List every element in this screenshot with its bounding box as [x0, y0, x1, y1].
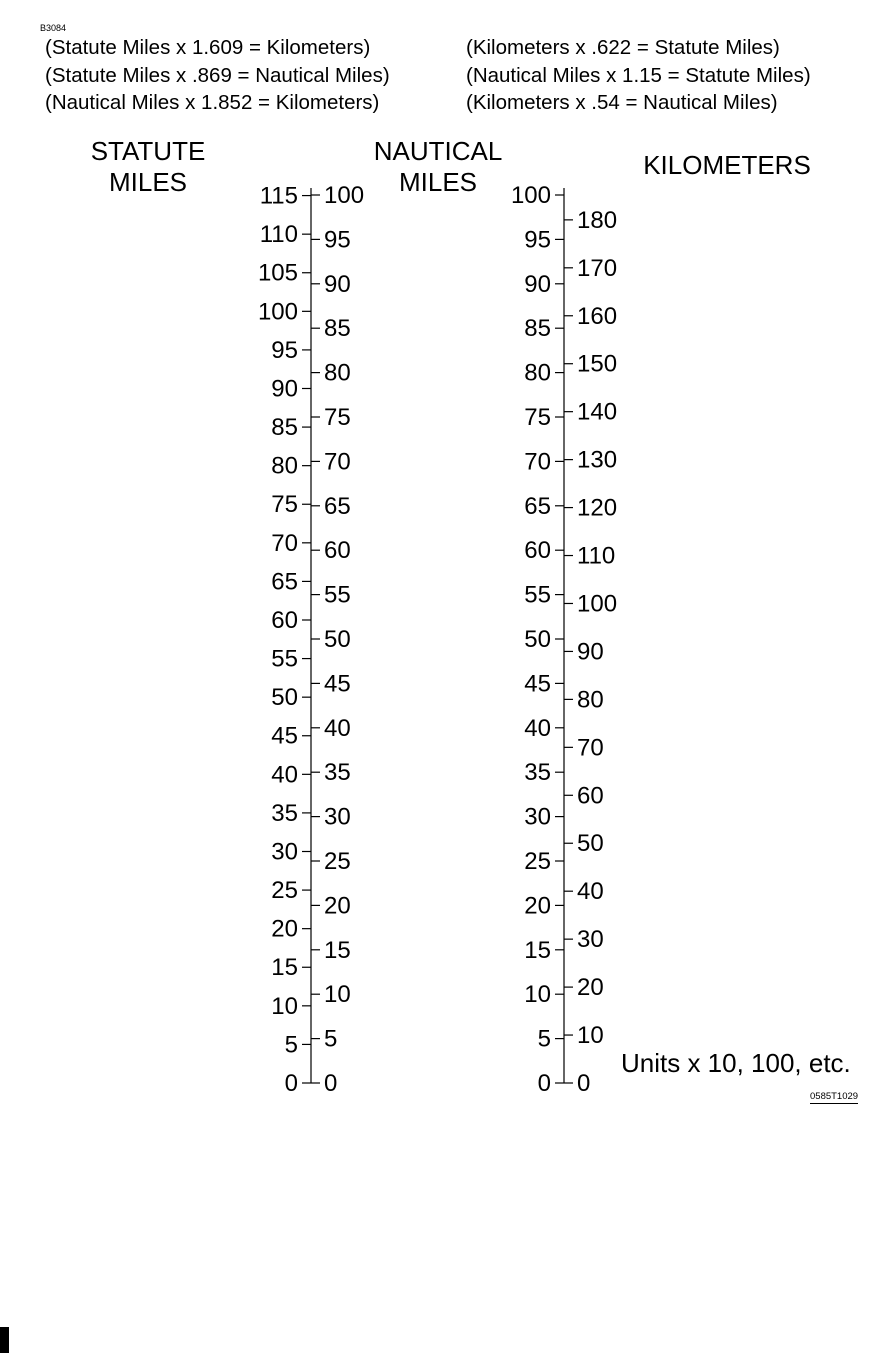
statute-miles-tick-label: 0: [284, 1070, 298, 1097]
statute-miles-tick-label: 60: [271, 606, 298, 634]
nautical-miles-right-tick-label: 60: [524, 537, 551, 565]
formula-nautical-to-statute: (Nautical Miles x 1.15 = Statute Miles): [466, 64, 811, 87]
nautical-miles-left-tick-label: 50: [324, 626, 351, 653]
kilometers-tick-label: 50: [577, 830, 604, 858]
kilometers-tick-label: 10: [577, 1022, 604, 1050]
nautical-km-scale: [511, 182, 617, 1097]
statute-miles-tick-label: 75: [271, 491, 298, 519]
statute-miles-tick-label: 50: [271, 684, 298, 712]
document-id: B3084: [40, 23, 67, 33]
statute-heading-line2: MILES: [108, 167, 188, 197]
kilometers-heading: KILOMETERS: [643, 150, 811, 180]
statute-miles-tick-label: 5: [284, 1031, 298, 1059]
formula-statute-to-km: (Statute Miles x 1.609 = Kilometers): [45, 36, 371, 59]
nautical-miles-right-tick-label: 0: [537, 1070, 551, 1097]
nautical-miles-right-tick-label: 65: [524, 492, 551, 520]
nautical-miles-left-tick-label: 30: [324, 803, 351, 831]
nautical-miles-left-tick-label: 45: [324, 670, 351, 698]
nautical-miles-right-tick-label: 50: [524, 626, 551, 653]
statute-miles-tick-label: 10: [271, 992, 298, 1020]
kilometers-tick-label: 180: [577, 206, 618, 234]
formula-nautical-to-km: (Nautical Miles x 1.852 = Kilometers): [45, 91, 380, 114]
statute-miles-tick-label: 45: [271, 722, 298, 750]
kilometers-tick-label: 110: [577, 542, 616, 570]
statute-miles-tick-label: 30: [271, 838, 298, 866]
nautical-miles-left-tick-label: 75: [324, 404, 351, 431]
nautical-miles-right-tick-label: 95: [524, 226, 551, 254]
statute-heading-line1: STATUTE: [90, 136, 206, 166]
nautical-miles-right-tick-label: 75: [524, 404, 551, 431]
nautical-miles-right-tick-label: 20: [524, 892, 551, 920]
statute-miles-tick-label: 35: [271, 799, 298, 827]
statute-miles-tick-label: 70: [271, 529, 298, 557]
statute-miles-tick-label: 25: [271, 877, 298, 905]
units-note: Units x 10, 100, etc.: [621, 1048, 851, 1078]
nautical-miles-left-tick-label: 60: [324, 537, 351, 565]
statute-miles-tick-label: 115: [259, 182, 298, 210]
kilometers-tick-label: 40: [577, 878, 604, 906]
statute-miles-tick-label: 110: [259, 221, 298, 249]
nautical-miles-right-tick-label: 80: [524, 359, 551, 387]
kilometers-tick-label: 60: [577, 782, 604, 810]
statute-miles-tick-label: 40: [271, 761, 298, 789]
nautical-miles-right-tick-label: 100: [510, 182, 551, 209]
nautical-heading-line2: MILES: [398, 167, 478, 197]
statute-miles-tick-label: 100: [257, 298, 298, 326]
nautical-miles-left-tick-label: 0: [324, 1070, 338, 1097]
nautical-miles-left-tick-label: 25: [324, 848, 351, 875]
kilometers-tick-label: 170: [577, 254, 618, 282]
kilometers-tick-label: 130: [577, 446, 618, 474]
nautical-miles-left-tick-label: 65: [324, 492, 351, 520]
formula-km-to-nautical: (Kilometers x .54 = Nautical Miles): [466, 91, 778, 114]
statute-miles-tick-label: 15: [271, 954, 298, 982]
kilometers-tick-label: 100: [577, 590, 618, 618]
statute-miles-tick-label: 65: [271, 568, 298, 596]
kilometers-tick-label: 0: [577, 1070, 591, 1097]
statute-miles-tick-label: 105: [257, 259, 298, 287]
nautical-miles-right-tick-label: 55: [524, 581, 551, 609]
nautical-miles-left-tick-label: 70: [324, 448, 351, 476]
nautical-miles-left-tick-label: 10: [324, 981, 351, 1009]
kilometers-tick-label: 70: [577, 734, 604, 762]
nautical-miles-right-tick-label: 40: [524, 714, 551, 742]
nautical-miles-right-tick-label: 30: [524, 803, 551, 831]
nautical-miles-right-tick-label: 25: [524, 848, 551, 875]
nautical-miles-right-tick-label: 35: [524, 759, 551, 787]
nautical-miles-left-tick-label: 85: [324, 315, 351, 343]
nautical-miles-right-tick-label: 70: [524, 448, 551, 476]
nautical-miles-left-tick-label: 15: [324, 936, 351, 964]
nautical-miles-left-tick-label: 35: [324, 759, 351, 787]
kilometers-tick-label: 20: [577, 974, 604, 1002]
nautical-miles-left-tick-label: 95: [324, 226, 351, 254]
statute-miles-tick-label: 55: [271, 645, 298, 673]
nautical-miles-right-tick-label: 90: [524, 270, 551, 298]
nautical-heading-line1: NAUTICAL: [373, 136, 503, 166]
nautical-miles-right-tick-label: 5: [537, 1025, 551, 1053]
kilometers-tick-label: 90: [577, 638, 604, 666]
nautical-miles-left-tick-label: 55: [324, 581, 351, 609]
formula-statute-to-nautical: (Statute Miles x .869 = Nautical Miles): [45, 64, 390, 87]
formula-km-to-statute: (Kilometers x .622 = Statute Miles): [466, 36, 780, 59]
nautical-miles-right-tick-label: 10: [524, 981, 551, 1009]
nautical-miles-left-tick-label: 5: [324, 1025, 338, 1053]
statute-miles-tick-label: 80: [271, 452, 298, 480]
statute-miles-tick-label: 90: [271, 375, 298, 403]
kilometers-tick-label: 150: [577, 350, 618, 378]
nautical-miles-left-tick-label: 80: [324, 359, 351, 387]
kilometers-tick-label: 160: [577, 302, 618, 330]
figure-reference: 0585T1029: [810, 1091, 859, 1102]
kilometers-tick-label: 120: [577, 494, 618, 522]
nautical-miles-left-tick-label: 90: [324, 270, 351, 298]
nautical-miles-left-tick-label: 20: [324, 892, 351, 920]
corner-registration-mark: [0, 1327, 9, 1353]
nautical-miles-left-tick-label: 100: [324, 182, 365, 209]
kilometers-tick-label: 80: [577, 686, 604, 714]
statute-miles-tick-label: 85: [271, 414, 298, 442]
kilometers-tick-label: 30: [577, 926, 604, 954]
statute-miles-tick-label: 20: [271, 915, 298, 943]
nautical-miles-right-tick-label: 45: [524, 670, 551, 698]
statute-miles-tick-label: 95: [271, 336, 298, 364]
nautical-miles-left-tick-label: 40: [324, 714, 351, 742]
nautical-miles-right-tick-label: 15: [524, 936, 551, 964]
statute-nautical-scale: [258, 182, 364, 1097]
kilometers-tick-label: 140: [577, 398, 618, 426]
nautical-miles-right-tick-label: 85: [524, 315, 551, 343]
